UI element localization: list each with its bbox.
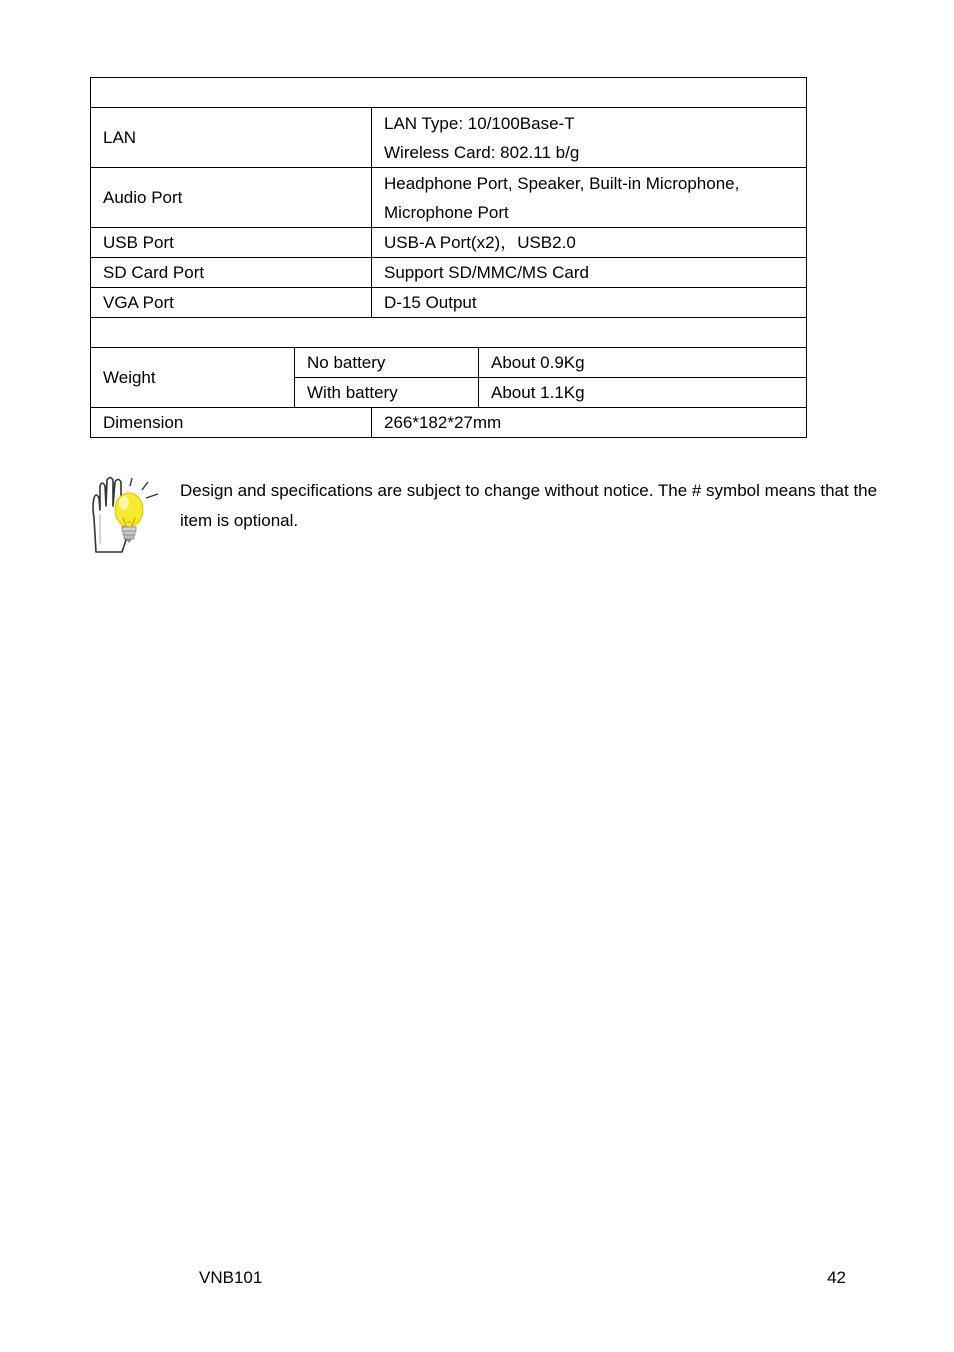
row-label: LAN	[91, 108, 372, 168]
footer-model: VNB101	[199, 1268, 263, 1287]
row-label: Audio Port	[91, 168, 372, 228]
weight-value: About 1.1Kg	[479, 378, 807, 408]
row-value	[372, 108, 807, 168]
weight-value: About 0.9Kg	[479, 348, 807, 378]
spec-table	[90, 77, 807, 438]
table-section-header	[91, 318, 807, 348]
value-line: Microphone Port	[384, 202, 509, 222]
row-value: USB-A Port(x2)，USB2.0	[372, 228, 807, 258]
weight-condition: With battery	[295, 378, 479, 408]
table-row-usb	[91, 228, 807, 258]
table-row-lan	[91, 108, 807, 168]
row-label: USB Port	[91, 228, 372, 258]
row-value: 266*182*27mm	[372, 408, 807, 438]
table-row-sd	[91, 258, 807, 288]
row-value	[372, 168, 807, 228]
table-section-header	[91, 78, 807, 108]
row-value: D-15 Output	[372, 288, 807, 318]
row-value: Support SD/MMC/MS Card	[372, 258, 807, 288]
page-number: 42	[827, 1268, 846, 1287]
hand-lightbulb-icon	[86, 474, 164, 558]
value-line: LAN Type: 10/100Base-T	[384, 113, 575, 133]
table-row-dimension	[91, 408, 807, 438]
value-line: Wireless Card: 802.11 b/g	[384, 142, 580, 162]
table-row-audio	[91, 168, 807, 228]
row-label: VGA Port	[91, 288, 372, 318]
row-label: Dimension	[91, 408, 372, 438]
row-label: SD Card Port	[91, 258, 372, 288]
weight-condition: No battery	[295, 348, 479, 378]
value-line: Headphone Port, Speaker, Built-in Microphone,	[384, 173, 740, 193]
note-text: Design and specifications are subject to change without notice. The # symbol means that the item is optional.	[180, 481, 878, 530]
row-label: Weight	[91, 348, 295, 408]
table-row-weight	[91, 348, 807, 378]
table-row-vga	[91, 288, 807, 318]
